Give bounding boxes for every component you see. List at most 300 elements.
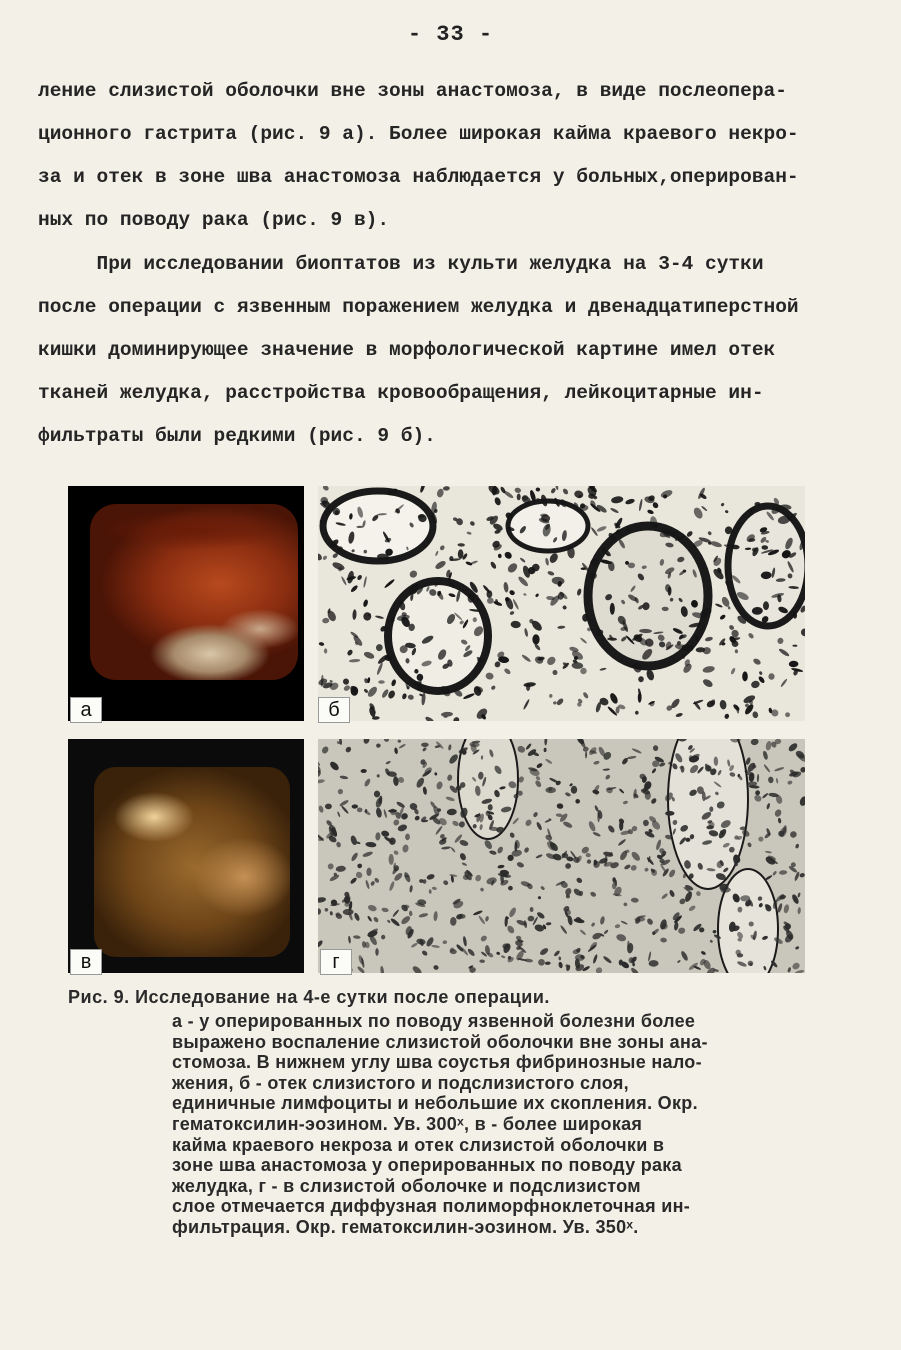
cell-nucleus [496, 846, 504, 855]
cell-nucleus [651, 768, 657, 774]
cell-nucleus [647, 509, 655, 515]
cell-nucleus [375, 832, 381, 841]
cell-nucleus [376, 743, 381, 748]
micrograph-g-texture [318, 739, 805, 973]
cell-nucleus [521, 654, 532, 663]
cell-nucleus [325, 803, 332, 809]
caption-line: слое отмечается диффузная полиморфноклеточная ин- [172, 1196, 691, 1217]
cell-nucleus [591, 932, 602, 941]
cell-nucleus [448, 744, 452, 751]
cell-nucleus [459, 852, 467, 861]
cell-nucleus [550, 487, 556, 494]
cell-nucleus [324, 908, 328, 912]
cell-nucleus [318, 765, 321, 773]
cell-nucleus [792, 645, 797, 647]
cell-nucleus [603, 768, 611, 771]
cell-nucleus [363, 612, 372, 621]
cell-nucleus [552, 669, 558, 675]
caption-line: желудка, г - в слизистой оболочке и подслизистом [172, 1175, 641, 1196]
cell-nucleus [389, 837, 396, 845]
cell-nucleus [762, 792, 769, 799]
cell-nucleus [730, 667, 736, 675]
cell-nucleus [702, 665, 715, 673]
cell-nucleus [441, 712, 453, 717]
cell-nucleus [362, 850, 374, 857]
cell-nucleus [380, 830, 389, 838]
cell-nucleus [352, 609, 357, 620]
cell-nucleus [512, 817, 520, 825]
cell-nucleus [487, 597, 494, 604]
cell-nucleus [644, 867, 649, 872]
caption-line: фильтрация. Окр. гематоксилин-эозином. Ув. 350ˣ. [172, 1216, 639, 1237]
cell-nucleus [707, 531, 712, 536]
cell-nucleus [535, 854, 543, 859]
cell-nucleus [329, 760, 341, 772]
cell-nucleus [622, 800, 628, 804]
cell-nucleus [503, 667, 511, 675]
cell-nucleus [732, 703, 740, 711]
cell-nucleus [485, 672, 494, 680]
cell-nucleus [709, 939, 713, 943]
cell-nucleus [374, 790, 381, 797]
cell-nucleus [318, 805, 324, 813]
cell-nucleus [356, 863, 363, 870]
cell-nucleus [546, 922, 552, 926]
cell-nucleus [387, 919, 391, 923]
cell-nucleus [449, 874, 457, 878]
cell-nucleus [725, 510, 729, 514]
cell-nucleus [742, 671, 748, 681]
caption-line: гематоксилин-эозином. Ув. 300ˣ, в - более широкая [172, 1113, 643, 1134]
cell-nucleus [557, 625, 565, 629]
cell-nucleus [724, 713, 730, 719]
cell-nucleus [452, 716, 460, 721]
cell-nucleus [777, 903, 783, 913]
cell-nucleus [370, 880, 376, 886]
cell-nucleus [381, 935, 386, 940]
cell-nucleus [630, 850, 641, 862]
cell-nucleus [553, 701, 557, 705]
cell-nucleus [322, 618, 330, 624]
cell-nucleus [797, 892, 801, 897]
cell-nucleus [677, 960, 681, 964]
cell-nucleus [625, 498, 636, 505]
panel-label-g: г [320, 949, 352, 975]
paragraph-2 [38, 243, 868, 458]
cell-nucleus [757, 774, 760, 783]
cell-nucleus [523, 847, 529, 854]
cell-nucleus [638, 692, 642, 703]
cell-nucleus [646, 917, 654, 925]
cell-nucleus [450, 917, 457, 926]
cell-nucleus [318, 908, 321, 914]
cell-nucleus [624, 864, 632, 871]
caption-line: стомоза. В нижнем углу шва соустья фибринозные нало- [172, 1052, 702, 1073]
paragraph-1 [38, 70, 868, 242]
cell-nucleus [551, 576, 564, 585]
figure-caption-title: Рис. 9. Исследование на 4-е сутки после операции. [68, 987, 550, 1007]
cell-nucleus [535, 593, 540, 598]
cell-nucleus [763, 764, 771, 773]
cell-nucleus [556, 803, 563, 809]
cell-nucleus [439, 544, 445, 551]
cell-nucleus [585, 853, 591, 858]
cell-nucleus [318, 552, 323, 562]
cell-nucleus [795, 946, 800, 950]
cell-nucleus [645, 669, 655, 682]
cell-nucleus [536, 762, 543, 769]
text-line: ционного гастрита (рис. 9 а). Более широкая кайма краевого некро- [38, 123, 799, 145]
cell-nucleus [448, 753, 460, 765]
cell-nucleus [607, 824, 616, 834]
cell-nucleus [383, 739, 390, 743]
cell-nucleus [400, 915, 412, 926]
cell-nucleus [436, 781, 444, 790]
cell-nucleus [363, 688, 368, 693]
photo-fold-shade [98, 510, 288, 550]
cell-nucleus [778, 647, 790, 657]
cell-nucleus [538, 896, 542, 900]
cell-nucleus [324, 648, 328, 653]
cell-nucleus [592, 954, 598, 964]
cell-nucleus [509, 611, 514, 616]
cell-nucleus [573, 489, 584, 499]
cell-nucleus [532, 811, 538, 818]
page-number: - 33 - [407, 22, 494, 47]
cell-nucleus [547, 570, 555, 576]
panel-label-v: в [70, 949, 102, 975]
cell-nucleus [434, 772, 437, 776]
cell-nucleus [800, 627, 805, 637]
cell-nucleus [367, 915, 373, 922]
cell-nucleus [587, 820, 596, 832]
cell-nucleus [345, 746, 353, 754]
cell-nucleus [545, 558, 550, 566]
cell-nucleus [517, 493, 521, 500]
cell-nucleus [774, 766, 785, 772]
cell-nucleus [388, 881, 395, 892]
cell-nucleus [363, 651, 375, 660]
cell-nucleus [506, 561, 519, 574]
cell-nucleus [327, 862, 335, 870]
cell-nucleus [343, 684, 351, 692]
cell-nucleus [530, 907, 534, 912]
cell-nucleus [475, 707, 489, 721]
cell-nucleus [378, 680, 385, 684]
cell-nucleus [381, 907, 389, 913]
cell-nucleus [750, 680, 760, 689]
cell-nucleus [375, 948, 378, 956]
cell-nucleus [343, 909, 354, 915]
cell-nucleus [486, 876, 498, 885]
cell-nucleus [489, 850, 497, 856]
cell-nucleus [318, 779, 325, 784]
cell-nucleus [538, 959, 545, 966]
cell-nucleus [357, 807, 363, 812]
cell-nucleus [519, 557, 526, 563]
cell-nucleus [797, 907, 801, 914]
cell-nucleus [336, 841, 342, 848]
cell-nucleus [429, 889, 432, 894]
cell-nucleus [668, 869, 677, 879]
caption-line: единичные лимфоциты и небольшие их скопления. Окр. [172, 1093, 698, 1114]
cell-nucleus [783, 904, 790, 914]
cell-nucleus [496, 951, 501, 955]
cell-nucleus [638, 676, 644, 682]
cell-nucleus [349, 659, 361, 663]
cell-nucleus [524, 818, 532, 827]
cell-nucleus [712, 930, 717, 934]
cell-nucleus [381, 688, 390, 698]
panel-label-b: б [318, 697, 350, 723]
cell-nucleus [433, 911, 438, 921]
cell-nucleus [591, 922, 596, 927]
cell-nucleus [458, 549, 464, 559]
cell-nucleus [785, 712, 791, 718]
cell-nucleus [507, 885, 513, 891]
cell-nucleus [523, 699, 531, 710]
cell-nucleus [434, 559, 447, 570]
cell-nucleus [611, 495, 624, 504]
cell-nucleus [752, 711, 759, 719]
cell-nucleus [659, 762, 666, 768]
cell-nucleus [350, 835, 358, 846]
text-line: за и отек в зоне шва анастомоза наблюдается у больных,оперирован- [38, 166, 799, 188]
cell-nucleus [535, 487, 540, 492]
cell-nucleus [680, 950, 689, 962]
cell-nucleus [544, 834, 553, 842]
cell-nucleus [661, 893, 669, 900]
cell-nucleus [581, 567, 587, 570]
cell-nucleus [630, 967, 640, 973]
cell-nucleus [473, 910, 484, 916]
cell-nucleus [401, 693, 407, 700]
cell-nucleus [385, 760, 391, 764]
cell-nucleus [544, 748, 547, 753]
cell-nucleus [501, 955, 506, 959]
cell-nucleus [346, 649, 353, 657]
cell-nucleus [435, 741, 444, 750]
cell-nucleus [366, 868, 371, 877]
cell-nucleus [791, 961, 801, 970]
cell-nucleus [421, 743, 429, 747]
cell-nucleus [564, 862, 572, 870]
micrograph-b [318, 486, 805, 721]
cell-nucleus [397, 823, 408, 832]
figure-caption-body [172, 1011, 832, 1238]
cell-nucleus [479, 959, 485, 963]
cell-nucleus [402, 844, 409, 853]
cell-nucleus [610, 603, 615, 615]
cell-nucleus [361, 769, 367, 773]
endoscopy-photo-a [68, 486, 304, 721]
cell-nucleus [457, 543, 465, 547]
cell-nucleus [463, 692, 475, 700]
cell-nucleus [422, 747, 427, 752]
cell-nucleus [503, 550, 513, 560]
cell-nucleus [768, 673, 774, 680]
cell-nucleus [765, 741, 772, 751]
cell-nucleus [649, 960, 659, 967]
cell-nucleus [423, 879, 427, 884]
cell-nucleus [556, 697, 565, 706]
cell-nucleus [590, 527, 598, 537]
cell-nucleus [789, 661, 799, 668]
cell-nucleus [363, 810, 371, 816]
cell-nucleus [367, 904, 377, 913]
cell-nucleus [534, 655, 545, 665]
cell-nucleus [321, 675, 324, 687]
cell-nucleus [650, 797, 657, 805]
cell-nucleus [701, 505, 708, 511]
cell-nucleus [688, 905, 696, 912]
cell-nucleus [363, 778, 371, 788]
cell-nucleus [759, 671, 763, 676]
cell-nucleus [596, 525, 607, 533]
cell-nucleus [445, 796, 455, 802]
cell-nucleus [479, 887, 484, 892]
cell-nucleus [485, 916, 490, 922]
cell-nucleus [421, 950, 428, 957]
cell-nucleus [405, 834, 410, 841]
cell-nucleus [416, 938, 426, 945]
cell-nucleus [512, 599, 519, 610]
cell-nucleus [411, 965, 423, 973]
cell-nucleus [609, 692, 620, 705]
cell-nucleus [635, 711, 639, 715]
cell-nucleus [562, 820, 573, 829]
cell-nucleus [764, 875, 773, 882]
cell-nucleus [653, 745, 659, 751]
cell-nucleus [540, 886, 545, 891]
cell-nucleus [392, 818, 400, 826]
cell-nucleus [523, 593, 527, 596]
cell-nucleus [435, 550, 439, 556]
cell-nucleus [575, 798, 581, 804]
cell-nucleus [435, 825, 443, 835]
cell-nucleus [365, 880, 370, 890]
cell-nucleus [668, 889, 675, 898]
cell-nucleus [322, 486, 330, 492]
cell-nucleus [426, 873, 435, 881]
cell-nucleus [627, 755, 637, 759]
cell-nucleus [700, 950, 706, 955]
cell-nucleus [787, 780, 793, 785]
cell-nucleus [752, 657, 762, 666]
cell-nucleus [483, 839, 493, 850]
cell-nucleus [467, 948, 476, 957]
photo-content [94, 767, 290, 957]
cell-nucleus [509, 832, 516, 839]
cell-nucleus [780, 678, 788, 687]
cell-nucleus [695, 890, 701, 896]
cell-nucleus [362, 599, 368, 607]
cell-nucleus [789, 831, 797, 839]
cell-nucleus [458, 820, 466, 828]
cell-nucleus [393, 850, 399, 856]
cell-nucleus [562, 488, 569, 496]
caption-line: кайма краевого некроза и отек слизистой оболочки в [172, 1134, 665, 1155]
cell-nucleus [753, 794, 763, 803]
cell-nucleus [564, 792, 571, 798]
cell-nucleus [409, 885, 413, 893]
cell-nucleus [589, 891, 596, 898]
cell-nucleus [774, 808, 783, 818]
cell-nucleus [391, 679, 397, 687]
cell-nucleus [631, 897, 639, 902]
cell-nucleus [353, 935, 361, 939]
cell-nucleus [516, 745, 526, 754]
caption-line: жения, б - отек слизистого и подслизистого слоя, [172, 1072, 629, 1093]
cell-nucleus [685, 838, 690, 842]
cell-nucleus [688, 962, 699, 971]
cell-nucleus [755, 790, 761, 796]
cell-nucleus [544, 739, 547, 745]
cell-nucleus [614, 924, 620, 929]
photo-notch [164, 739, 192, 767]
text-line: тканей желудка, расстройства кровообращения, лейкоцитарные ин- [38, 382, 764, 404]
cell-nucleus [350, 584, 359, 593]
cell-nucleus [514, 487, 521, 493]
cell-nucleus [497, 864, 504, 869]
cell-nucleus [480, 934, 488, 942]
cell-nucleus [623, 902, 628, 907]
cell-nucleus [585, 751, 587, 758]
cell-nucleus [763, 601, 769, 610]
cell-nucleus [777, 638, 783, 644]
cell-nucleus [560, 925, 568, 935]
cell-nucleus [605, 786, 614, 794]
cell-nucleus [418, 912, 428, 918]
cell-nucleus [346, 570, 355, 584]
cell-nucleus [692, 506, 704, 520]
cell-nucleus [393, 776, 399, 786]
cell-nucleus [631, 748, 642, 755]
cell-nucleus [597, 812, 599, 822]
cell-nucleus [432, 886, 438, 890]
cell-nucleus [321, 745, 330, 754]
cell-nucleus [678, 927, 686, 935]
cell-nucleus [462, 936, 467, 947]
cell-nucleus [466, 531, 472, 535]
cell-nucleus [419, 486, 426, 493]
cell-nucleus [599, 916, 605, 925]
cell-nucleus [330, 911, 334, 916]
cell-nucleus [442, 879, 449, 886]
cell-nucleus [490, 685, 496, 691]
cell-nucleus [575, 877, 583, 884]
cell-nucleus [545, 758, 553, 764]
cell-nucleus [525, 743, 532, 751]
cell-nucleus [441, 846, 451, 850]
cell-nucleus [384, 578, 396, 588]
cell-nucleus [516, 861, 525, 868]
cell-nucleus [603, 929, 608, 934]
cell-nucleus [527, 916, 534, 922]
cell-nucleus [470, 560, 478, 565]
cell-nucleus [795, 843, 799, 848]
cell-nucleus [728, 624, 735, 631]
cell-nucleus [702, 678, 714, 689]
cell-nucleus [322, 555, 328, 561]
cell-nucleus [396, 801, 406, 809]
cell-nucleus [772, 870, 777, 876]
cell-nucleus [341, 805, 350, 814]
caption-line: зоне шва анастомоза у оперированных по поводу рака [172, 1155, 682, 1176]
cell-nucleus [366, 685, 379, 698]
cell-nucleus [715, 603, 723, 608]
cell-nucleus [571, 786, 578, 794]
